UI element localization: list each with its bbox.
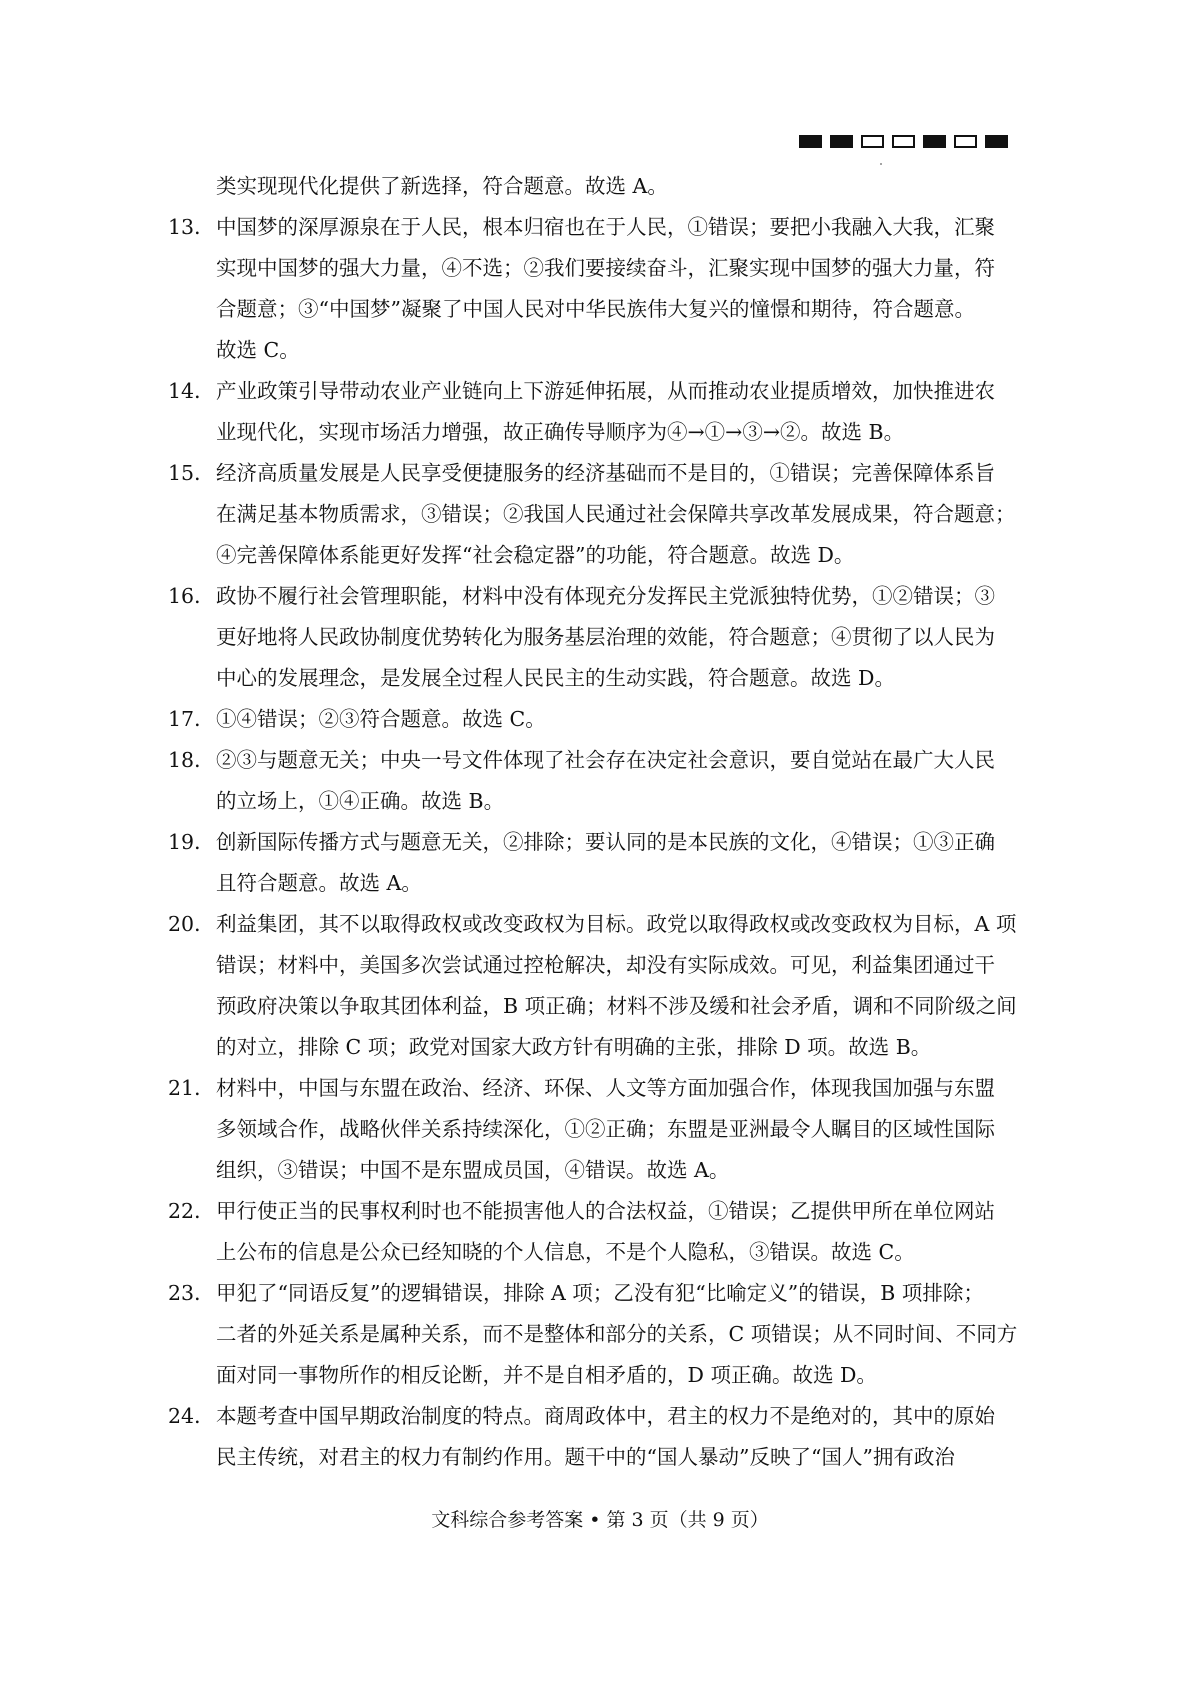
answer-item bbox=[168, 576, 1038, 699]
answer-number: 14． bbox=[168, 379, 215, 403]
answer-item bbox=[168, 699, 1038, 740]
answer-text bbox=[216, 1191, 1038, 1273]
answer-line: 政协不履行社会管理职能，材料中没有体现充分发挥民主党派独特优势，①②错误；③ bbox=[216, 584, 995, 608]
filled-square-mark bbox=[923, 135, 946, 148]
empty-square-mark bbox=[954, 135, 977, 148]
answer-line: 民主传统，对君主的权力有制约作用。题干中的“国人暴动”反映了“国人”拥有政治 bbox=[216, 1445, 955, 1469]
empty-square-mark bbox=[892, 135, 915, 148]
answer-text bbox=[216, 1068, 1038, 1191]
answer-line: 多领域合作，战略伙伴关系持续深化，①②正确；东盟是亚洲最令人瞩目的区域性国际 bbox=[216, 1117, 995, 1141]
answer-line: 预政府决策以争取其团体利益，B 项正确；材料不涉及缓和社会矛盾，调和不同阶级之间 bbox=[216, 994, 1017, 1018]
answer-line: 中心的发展理念，是发展全过程人民民主的生动实践，符合题意。故选 D。 bbox=[216, 666, 895, 690]
empty-square-mark bbox=[861, 135, 884, 148]
answer-number: 18． bbox=[168, 748, 215, 772]
answer-line: 合题意；③“中国梦”凝聚了中国人民对中华民族伟大复兴的憧憬和期待，符合题意。 bbox=[216, 297, 975, 321]
answer-line: 材料中，中国与东盟在政治、经济、环保、人文等方面加强合作，体现我国加强与东盟 bbox=[216, 1076, 995, 1100]
answer-line: 的立场上，①④正确。故选 B。 bbox=[216, 789, 505, 813]
answer-line: 组织，③错误；中国不是东盟成员国，④错误。故选 A。 bbox=[216, 1158, 730, 1182]
answer-item bbox=[168, 904, 1038, 1068]
filled-square-mark bbox=[830, 135, 853, 148]
answer-text bbox=[216, 371, 1038, 453]
answer-line: 面对同一事物所作的相反论断，并不是自相矛盾的，D 项正确。故选 D。 bbox=[216, 1363, 877, 1387]
answer-item bbox=[168, 371, 1038, 453]
answer-number: 23． bbox=[168, 1281, 215, 1305]
answer-item bbox=[168, 1396, 1038, 1478]
answer-number: 15． bbox=[168, 461, 215, 485]
answer-text bbox=[216, 1273, 1038, 1396]
answer-line: 本题考查中国早期政治制度的特点。商周政体中，君主的权力不是绝对的，其中的原始 bbox=[216, 1404, 995, 1428]
answer-text bbox=[216, 699, 1038, 740]
answer-line: 在满足基本物质需求，③错误；②我国人民通过社会保障共享改革发展成果，符合题意； bbox=[216, 502, 1016, 526]
answer-item bbox=[168, 453, 1038, 576]
answer-item bbox=[168, 822, 1038, 904]
answer-item bbox=[168, 1273, 1038, 1396]
answer-line: 且符合题意。故选 A。 bbox=[216, 871, 422, 895]
answer-text bbox=[216, 576, 1038, 699]
answer-line: 创新国际传播方式与题意无关，②排除；要认同的是本民族的文化，④错误；①③正确 bbox=[216, 830, 995, 854]
answer-item bbox=[168, 740, 1038, 822]
answer-number: 24． bbox=[168, 1404, 215, 1428]
answer-line: 甲犯了“同语反复”的逻辑错误，排除 A 项；乙没有犯“比喻定义”的错误，B 项排除； bbox=[216, 1281, 984, 1305]
answer-line: 甲行使正当的民事权利时也不能损害他人的合法权益，①错误；乙提供甲所在单位网站 bbox=[216, 1199, 995, 1223]
answer-text bbox=[216, 740, 1038, 822]
answer-text bbox=[216, 822, 1038, 904]
answer-number: 19． bbox=[168, 830, 215, 854]
continuation-line: 类实现现代化提供了新选择，符合题意。故选 A。 bbox=[216, 174, 668, 198]
answer-line: 产业政策引导带动农业产业链向上下游延伸拓展，从而推动农业提质增效，加快推进农 bbox=[216, 379, 995, 403]
answer-text bbox=[216, 453, 1038, 576]
answer-line: 经济高质量发展是人民享受便捷服务的经济基础而不是目的，①错误；完善保障体系旨 bbox=[216, 461, 995, 485]
answer-content bbox=[168, 166, 1038, 1478]
answer-line: ①④错误；②③符合题意。故选 C。 bbox=[216, 707, 546, 731]
header-marks bbox=[799, 135, 1008, 148]
answer-line: ②③与题意无关；中央一号文件体现了社会存在决定社会意识，要自觉站在最广大人民 bbox=[216, 748, 995, 772]
answer-text bbox=[216, 1396, 1038, 1478]
answer-number: 16． bbox=[168, 584, 215, 608]
answer-line: 的对立，排除 C 项；政党对国家大政方针有明确的主张，排除 D 项。故选 B。 bbox=[216, 1035, 932, 1059]
answer-line: 中国梦的深厚源泉在于人民，根本归宿也在于人民，①错误；要把小我融入大我，汇聚 bbox=[216, 215, 995, 239]
answer-line: 上公布的信息是公众已经知晓的个人信息，不是个人隐私，③错误。故选 C。 bbox=[216, 1240, 915, 1264]
answer-line: 错误；材料中，美国多次尝试通过控枪解决，却没有实际成效。可见，利益集团通过干 bbox=[216, 953, 995, 977]
answer-number: 13． bbox=[168, 215, 215, 239]
answer-line: 业现代化，实现市场活力增强，故正确传导顺序为④→①→③→②。故选 B。 bbox=[216, 420, 905, 444]
answer-text bbox=[216, 207, 1038, 371]
answer-line: 利益集团，其不以取得政权或改变政权为目标。政党以取得政权或改变政权为目标，A 项 bbox=[216, 912, 1017, 936]
answer-item bbox=[168, 1191, 1038, 1273]
answer-number: 20． bbox=[168, 912, 215, 936]
answer-item bbox=[168, 1068, 1038, 1191]
answer-list bbox=[168, 207, 1038, 1478]
answer-item bbox=[168, 207, 1038, 371]
filled-square-mark bbox=[799, 135, 822, 148]
answer-line: ④完善保障体系能更好发挥“社会稳定器”的功能，符合题意。故选 D。 bbox=[216, 543, 855, 567]
page-footer: 文科综合参考答案 • 第 3 页（共 9 页） bbox=[431, 1509, 769, 1531]
answer-line: 故选 C。 bbox=[216, 338, 300, 362]
answer-number: 21． bbox=[168, 1076, 215, 1100]
header-dot bbox=[880, 163, 882, 165]
filled-square-mark bbox=[985, 135, 1008, 148]
answer-line: 更好地将人民政协制度优势转化为服务基层治理的效能，符合题意；④贯彻了以人民为 bbox=[216, 625, 995, 649]
answer-number: 17． bbox=[168, 707, 215, 731]
answer-number: 22． bbox=[168, 1199, 215, 1223]
answer-line: 实现中国梦的强大力量，④不选；②我们要接续奋斗，汇聚实现中国梦的强大力量，符 bbox=[216, 256, 995, 280]
answer-text bbox=[216, 904, 1038, 1068]
answer-line: 二者的外延关系是属种关系，而不是整体和部分的关系，C 项错误；从不同时间、不同方 bbox=[216, 1322, 1018, 1346]
